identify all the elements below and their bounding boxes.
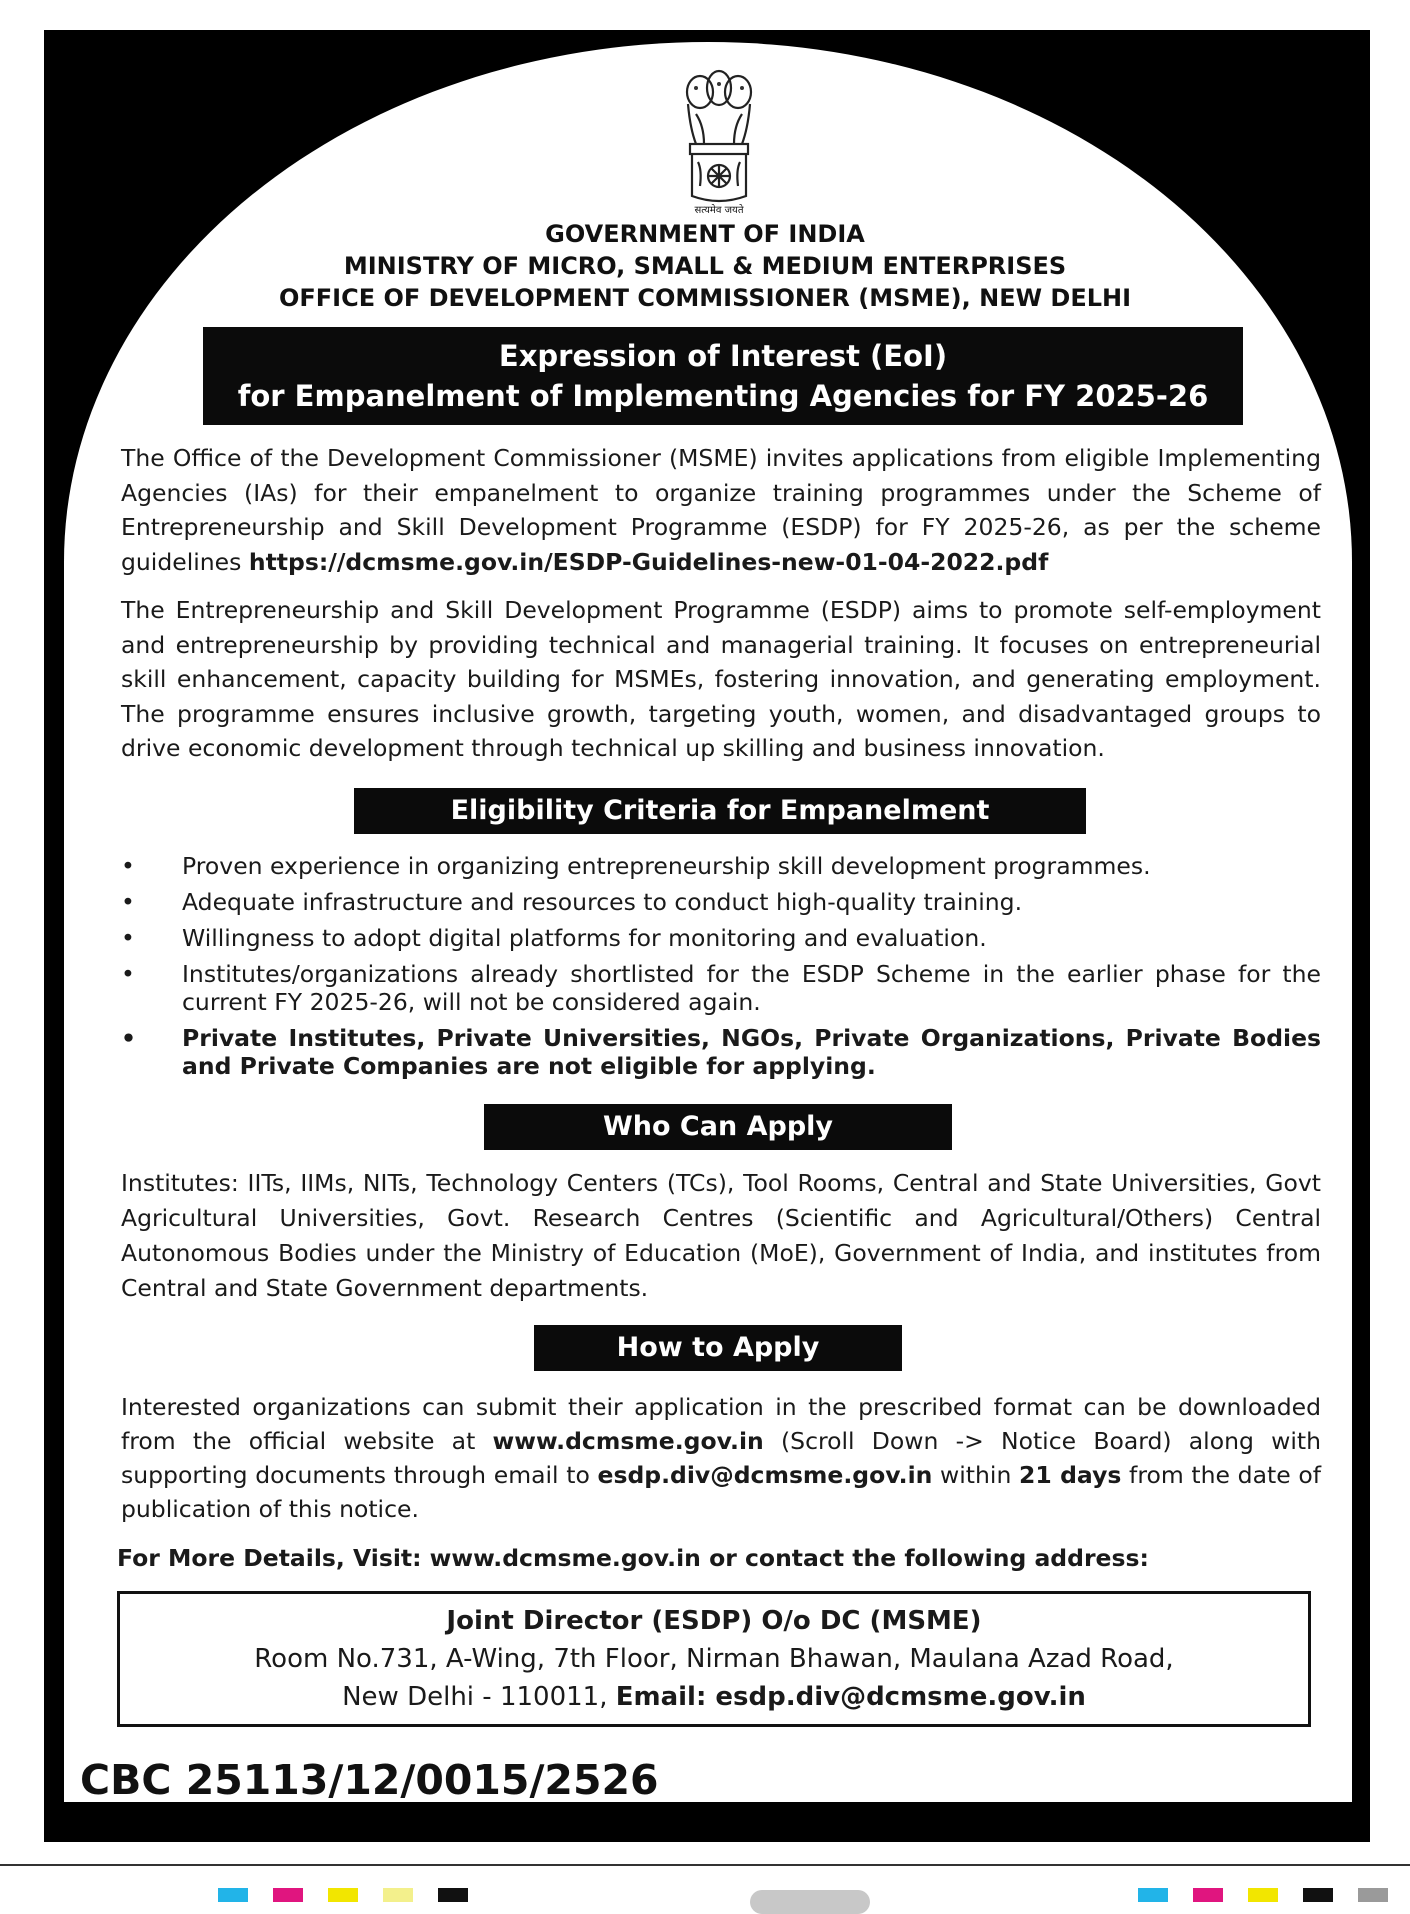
page-footer-rule	[0, 1864, 1410, 1866]
color-swatch	[1248, 1888, 1278, 1902]
color-swatch	[273, 1888, 303, 1902]
cbc-reference-number: CBC 25113/12/0015/2526	[80, 1756, 659, 1804]
color-swatch	[218, 1888, 248, 1902]
more-details-line: For More Details, Visit: www.dcmsme.gov.in or contact the following address:	[117, 1544, 1149, 1572]
contact-email[interactable]: Email: esdp.div@dcmsme.gov.in	[615, 1682, 1086, 1712]
who-can-apply-text: Institutes: IITs, IIMs, NITs, Technology Centers (TCs), Tool Rooms, Central and State Universities, Govt Agricultural Universities, Govt. Research Centres (Scientific and Agricultural/Others) Central Autonomous Bodies under the Ministry of Education (MoE), Government of India, and institutes from Central and State Government departments.	[121, 1169, 1321, 1302]
print-register-mark	[750, 1890, 870, 1914]
how-to-apply-text	[121, 1390, 1321, 1526]
criterion-text: Willingness to adopt digital platforms for monitoring and evaluation.	[182, 924, 987, 952]
color-swatch	[328, 1888, 358, 1902]
bullet-icon: •	[121, 852, 135, 880]
how-text-part: Interested organizations can submit their application in the prescribed format can be downloaded from the official website at	[121, 1393, 1321, 1455]
color-swatch	[1193, 1888, 1223, 1902]
address-city: New Delhi - 110011,	[342, 1682, 616, 1712]
bullet-icon: •	[121, 888, 135, 916]
list-item	[121, 960, 1321, 1016]
eoi-title-line2: for Empanelment of Implementing Agencies for FY 2025-26	[237, 379, 1209, 413]
criterion-text: Adequate infrastructure and resources to conduct high-quality training.	[182, 888, 1023, 916]
color-swatch	[1358, 1888, 1388, 1902]
emblem-motto: सत्यमेव जयते	[694, 205, 744, 216]
eligibility-heading: Eligibility Criteria for Empanelment	[354, 788, 1086, 834]
office-heading: OFFICE OF DEVELOPMENT COMMISSIONER (MSME), NEW DELHI	[278, 284, 1132, 312]
who-can-apply-heading: Who Can Apply	[484, 1104, 952, 1150]
color-swatch	[1138, 1888, 1168, 1902]
contact-address-box	[117, 1591, 1311, 1727]
list-item	[121, 852, 1321, 880]
contact-title: Joint Director (ESDP) O/o DC (MSME)	[446, 1606, 982, 1636]
email-link[interactable]: esdp.div@dcmsme.gov.in	[597, 1461, 933, 1489]
ministry-heading: MINISTRY OF MICRO, SMALL & MEDIUM ENTERPRISES	[343, 252, 1067, 280]
criterion-text: Institutes/organizations already shortlisted for the ESDP Scheme in the earlier phase for the current FY 2025-26, will not be considered again.	[182, 960, 1321, 1016]
how-text-part: (Scroll Down -> Notice Board) along with supporting documents through email to	[121, 1427, 1321, 1489]
intro-text: The Office of the Development Commissioner (MSME) invites applications from eligible Implementing Agencies (IAs) for their empanelment to organize training programmes under the Scheme of Entrepreneurship and Skill Development Programme (ESDP) for FY 2025-26, as per the scheme guidelines	[121, 444, 1321, 576]
esdp-description: The Entrepreneurship and Skill Development Programme (ESDP) aims to promote self-employment and entrepreneurship by providing technical and managerial training. It focuses on entrepreneurial skill enhancement, capacity building for MSMEs, fostering innovation, and generating employment. The programme ensures inclusive growth, targeting youth, women, and disadvantaged groups to drive economic development through technical up skilling and business innovation.	[121, 596, 1321, 762]
how-to-apply-heading: How to Apply	[534, 1325, 902, 1371]
list-item	[121, 924, 1321, 952]
emblem-drawing	[674, 66, 764, 216]
website-link[interactable]: www.dcmsme.gov.in	[492, 1427, 764, 1455]
address-line-2	[120, 1678, 1308, 1716]
intro-paragraph	[121, 441, 1321, 579]
list-item	[121, 1024, 1321, 1080]
bullet-icon: •	[121, 924, 135, 952]
criterion-text: Proven experience in organizing entrepreneurship skill development programmes.	[182, 852, 1151, 880]
color-swatch	[1303, 1888, 1333, 1902]
address-line-1: Room No.731, A-Wing, 7th Floor, Nirman Bhawan, Maulana Azad Road,	[254, 1644, 1174, 1674]
bullet-icon: •	[121, 1024, 137, 1052]
govt-heading: GOVERNMENT OF INDIA	[545, 220, 865, 248]
bullet-icon: •	[121, 960, 135, 988]
list-item	[121, 888, 1321, 916]
how-text-part: from the date of publication of this notice.	[121, 1461, 1321, 1523]
how-text-part: within	[932, 1461, 1020, 1489]
national-emblem-icon	[674, 66, 764, 216]
eoi-title-line1: Expression of Interest (EoI)	[498, 339, 948, 373]
eoi-title-bar	[203, 327, 1243, 425]
color-swatch	[438, 1888, 468, 1902]
deadline-days: 21 days	[1019, 1461, 1122, 1489]
color-swatch	[383, 1888, 413, 1902]
guidelines-link[interactable]: https://dcmsme.gov.in/ESDP-Guidelines-new-01-04-2022.pdf	[248, 547, 1049, 576]
criterion-text: Private Institutes, Private Universities, NGOs, Private Organizations, Private Bodies and Private Companies are not eligible for applying.	[182, 1024, 1321, 1080]
eligibility-list	[121, 852, 1321, 1088]
